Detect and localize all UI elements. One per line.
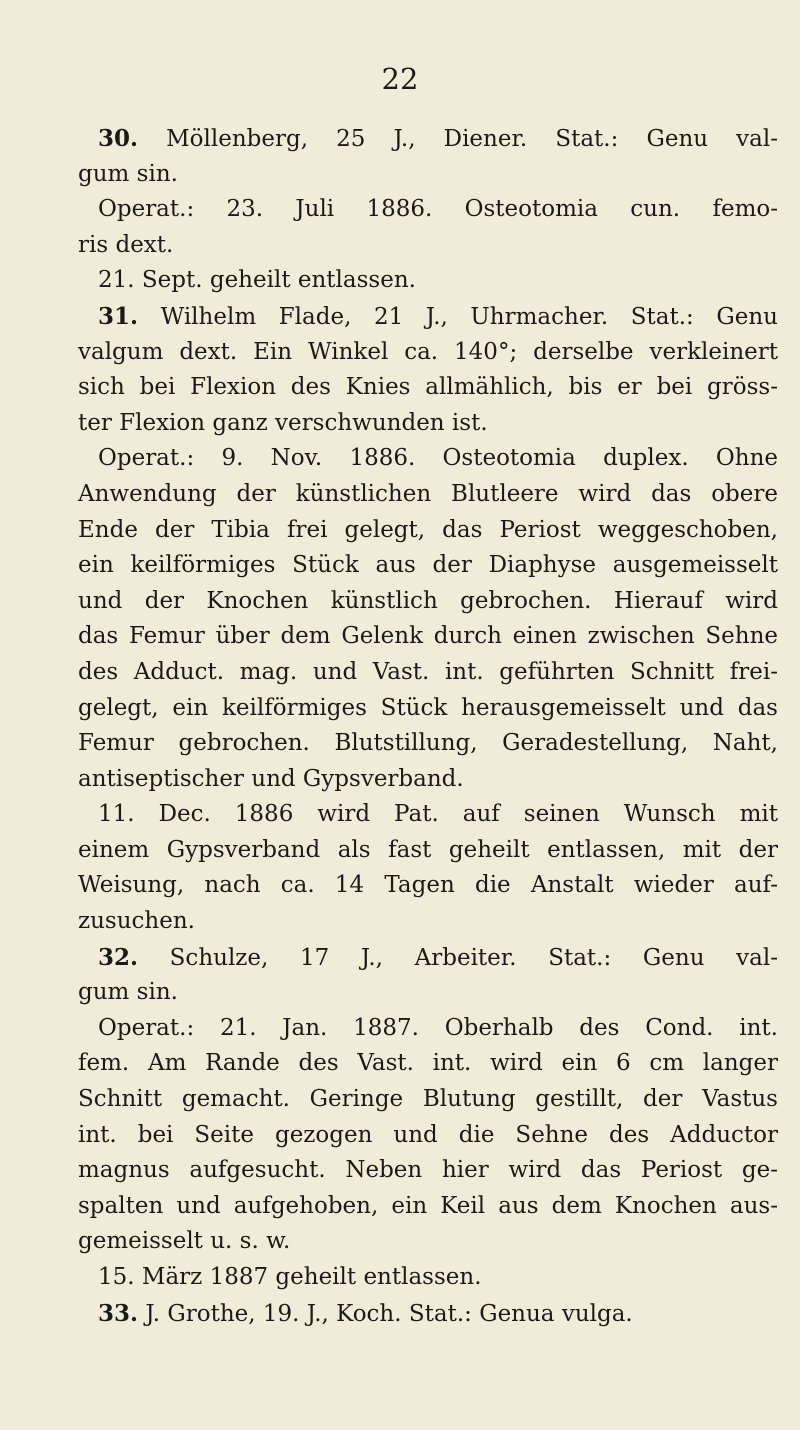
line-text: das Femur über dem Gelenk durch einen zwischen Sehne [78, 623, 778, 650]
line-text: 15. März 1887 geheilt entlassen. [98, 1264, 482, 1290]
line-text: Weisung, nach ca. 14 Tagen die Anstalt wieder auf- [78, 872, 778, 899]
line-text: fem. Am Rande des Vast. int. wird ein 6 cm langer [78, 1050, 778, 1077]
line-text: ris dext. [78, 231, 174, 258]
text-line [78, 1082, 778, 1118]
text-line [78, 726, 778, 762]
line-text: und der Knochen künstlich gebrochen. Hierauf wird [78, 587, 778, 614]
line-text: Ende der Tibia frei gelegt, das Periost weggeschoben, [78, 516, 778, 543]
text-line [78, 691, 778, 727]
line-text: Möllenberg, 25 J., Diener. Stat.: Genu val- [138, 126, 778, 152]
line-text: ter Flexion ganz verschwunden ist. [78, 409, 488, 436]
text-line [78, 1224, 778, 1260]
line-text: 21. Sept. geheilt entlassen. [98, 267, 416, 294]
body-text [78, 121, 778, 1331]
line-text: spalten und aufgehoben, ein Keil aus dem Knochen aus- [78, 1192, 778, 1219]
text-line [78, 406, 778, 442]
text-line [78, 1296, 778, 1332]
line-text: einem Gypsverband als fast geheilt entlassen, mit der [78, 836, 778, 863]
line-text: Wilhelm Flade, 21 J., Uhrmacher. Stat.: Genu [138, 303, 778, 330]
line-text: gelegt, ein keilförmiges Stück herausgemeisselt und das [78, 694, 778, 721]
line-text: 11. Dec. 1886 wird Pat. auf seinen Wunsch mit [98, 801, 778, 828]
text-line [78, 477, 778, 513]
text-line [78, 370, 778, 406]
text-line [78, 1189, 778, 1225]
line-text: magnus aufgesucht. Neben hier wird das Periost ge- [78, 1157, 778, 1184]
text-line [78, 513, 778, 549]
line-text: Operat.: 23. Juli 1886. Osteotomia cun. femo- [98, 196, 778, 223]
line-text: antiseptischer und Gypsverband. [78, 765, 464, 792]
line-text: sich bei Flexion des Knies allmählich, bis er bei gröss- [78, 374, 778, 401]
line-text: des Adduct. mag. und Vast. int. geführten Schnitt frei- [78, 658, 778, 685]
line-text: gum sin. [78, 160, 178, 187]
entry-number: 31. [98, 302, 139, 330]
line-text: Operat.: 21. Jan. 1887. Oberhalb des Cond. int. [98, 1014, 778, 1041]
page-number: 22 [381, 62, 419, 96]
text-line [78, 121, 778, 157]
text-line [78, 335, 778, 371]
line-text: gemeisselt u. s. w. [78, 1228, 291, 1255]
line-text: Operat.: 9. Nov. 1886. Osteotomia duplex. Ohne [98, 445, 778, 472]
line-text: Anwendung der künstlichen Blutleere wird das obere [78, 480, 778, 507]
text-line [78, 192, 778, 228]
text-line [78, 904, 778, 940]
text-line [78, 548, 778, 584]
entry-number: 32. [98, 943, 139, 971]
text-line [78, 655, 778, 691]
line-text: zusuchen. [78, 908, 195, 935]
text-line [78, 263, 778, 299]
line-text: valgum dext. Ein Winkel ca. 140°; derselbe verkleinert [78, 338, 778, 365]
text-line [78, 619, 778, 655]
line-text: Femur gebrochen. Blutstillung, Geradestellung, Naht, [78, 730, 778, 757]
text-line [78, 1046, 778, 1082]
text-line [78, 228, 778, 264]
text-line [78, 1153, 778, 1189]
line-text: Schnitt gemacht. Geringe Blutung gestillt, der Vastus [78, 1086, 778, 1113]
line-text: gum sin. [78, 979, 178, 1006]
text-line [78, 868, 778, 904]
text-line [78, 940, 778, 976]
text-line [78, 797, 778, 833]
text-line [78, 441, 778, 477]
text-line [78, 762, 778, 798]
line-text: int. bei Seite gezogen und die Sehne des Adductor [78, 1121, 778, 1148]
entry-number: 33. [98, 1299, 139, 1327]
text-line [78, 1118, 778, 1154]
text-line [78, 833, 778, 869]
text-line [78, 157, 778, 193]
text-line [78, 975, 778, 1011]
text-line [78, 1011, 778, 1047]
text-line [78, 584, 778, 620]
entry-number: 30. [98, 125, 139, 152]
text-line [78, 299, 778, 335]
text-line [78, 1260, 778, 1296]
line-text: ein keilförmiges Stück aus der Diaphyse ausgemeisselt [78, 552, 778, 579]
line-text: Schulze, 17 J., Arbeiter. Stat.: Genu val- [138, 944, 778, 971]
line-text: J. Grothe, 19. J., Koch. Stat.: Genua vulga. [138, 1300, 633, 1327]
